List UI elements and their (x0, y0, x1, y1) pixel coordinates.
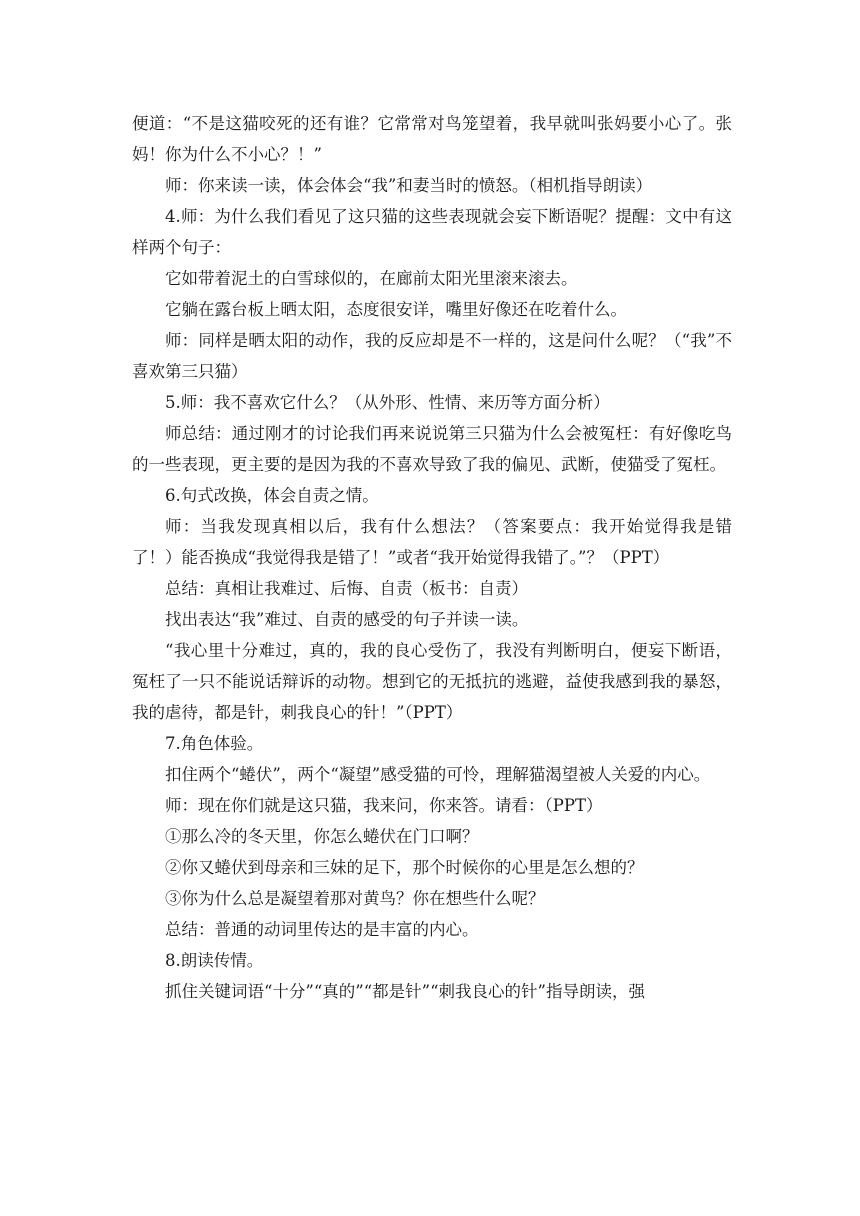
paragraph: 6.句式改换，体会自责之情。 (165, 486, 379, 505)
paragraph: 4.师：为什么我们看见了这只猫的这些表现就会妄下断语呢？提醒：文中有这样两个句子： (132, 207, 732, 257)
paragraph: ③你为什么总是凝望着那对黄鸟？你在想些什么呢？ (165, 889, 545, 908)
document-body (132, 108, 732, 1007)
paragraph: 师总结：通过刚才的讨论我们再来说说第三只猫为什么会被冤枉：有好像吃鸟的一些表现，更主要的是因为我的不喜欢导致了我的偏见、武断，使猫受了冤枉。 (132, 424, 732, 474)
paragraph: 8.朗读传情。 (165, 951, 264, 970)
paragraph: “我心里十分难过，真的，我的良心受伤了，我没有判断明白，便妄下断语，冤枉了一只不能说话辩诉的动物。想到它的无抵抗的逃避，益使我感到我的暴怒，我的虐待，都是针，刺我良心的针！”（PPT） (132, 641, 732, 722)
paragraph: 它如带着泥土的白雪球似的，在廊前太阳光里滚来滚去。 (165, 269, 578, 288)
paragraph: 7.角色体验。 (165, 734, 264, 753)
paragraph: ②你又蜷伏到母亲和三妹的足下，那个时候你的心里是怎么想的？ (165, 858, 644, 877)
paragraph: 5.师：我不喜欢它什么？（从外形、性情、来历等方面分析） (165, 393, 610, 412)
paragraph: 师：同样是晒太阳的动作，我的反应却是不一样的，这是问什么呢？（“我”不喜欢第三只猫） (132, 331, 732, 381)
paragraph: 总结：普通的动词里传达的是丰富的内心。 (165, 920, 479, 939)
paragraph: 总结：真相让我难过、后悔、自责（板书：自责） (165, 579, 528, 598)
paragraph: 师：现在你们就是这只猫，我来问，你来答。请看：（PPT） (165, 796, 603, 815)
paragraph: 师：当我发现真相以后，我有什么想法？（答案要点：我开始觉得我是错了！）能否换成“我觉得我是错了！”或者“我开始觉得我错了。”？（PPT） (132, 517, 732, 567)
paragraph: 扣住两个“蜷伏”，两个“凝望”感受猫的可怜，理解猫渴望被人关爱的内心。 (165, 765, 711, 784)
paragraph: 找出表达“我”难过、自责的感受的句子并读一读。 (165, 610, 529, 629)
paragraph: 便道：“不是这猫咬死的还有谁？它常常对鸟笼望着，我早就叫张妈要小心了。张妈！你为什么不小心？！” (132, 114, 732, 164)
paragraph: 抓住关键词语“十分”“真的”“都是针”“刺我良心的针”指导朗读，强 (165, 982, 645, 1001)
paragraph: 师：你来读一读，体会体会“我”和妻当时的愤怒。（相机指导朗读） (165, 176, 653, 195)
paragraph: 它躺在露台板上晒太阳，态度很安详，嘴里好像还在吃着什么。 (165, 300, 627, 319)
paragraph: ①那么冷的冬天里，你怎么蜷伏在门口啊？ (165, 827, 479, 846)
